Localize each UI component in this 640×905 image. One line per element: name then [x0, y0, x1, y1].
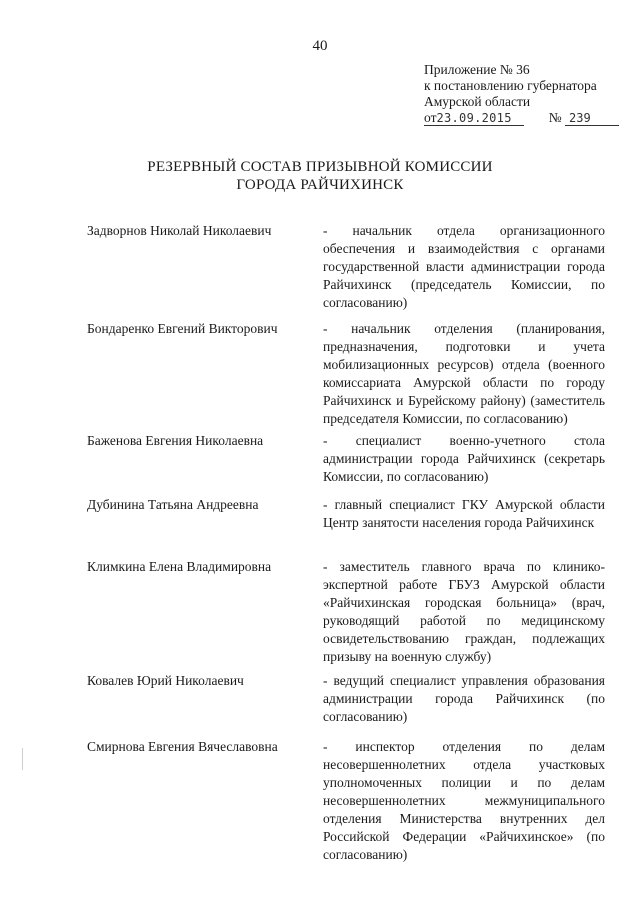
appendix-line-2: к постановлению губернатора [424, 78, 597, 93]
member-role: - ведущий специалист управления образования администрации города Райчихинск (по согласованию) [323, 673, 605, 724]
appendix-line-1: Приложение № 36 [424, 62, 530, 77]
member-name: Баженова Евгения Николаевна [87, 433, 264, 448]
member-name: Смирнова Евгения Вячеславовна [87, 739, 278, 754]
decree-from-label: от [424, 110, 437, 125]
member-name: Бондаренко Евгений Викторович [87, 321, 278, 336]
title-line-1: РЕЗЕРВНЫЙ СОСТАВ ПРИЗЫВНОЙ КОМИССИИ [147, 159, 493, 175]
member-role: - главный специалист ГКУ Амурской области Центр занятости населения города Райчихинск [323, 497, 605, 530]
member-role: - начальник отдела организационного обеспечения и взаимодействия с органами государственной власти администрации города Райчихинск (председатель Комиссии, по согласованию) [323, 223, 605, 310]
member-role: - специалист военно-учетного стола администрации города Райчихинск (секретарь Комиссии, по согласованию) [323, 433, 605, 484]
member-role: - заместитель главного врача по клинико-экспертной работе ГБУЗ Амурской области «Райчихинская городская больница» (врач, руководящий работой по медицинскому освидетельствованию граждан, подлежащих призыву на военную службу) [323, 559, 605, 664]
member-name: Задворнов Николай Николаевич [87, 223, 272, 238]
member-name: Дубинина Татьяна Андреевна [87, 497, 259, 512]
decree-date: 23.09.2015 [436, 111, 512, 125]
document-title [0, 158, 640, 194]
appendix-header [424, 62, 624, 126]
decree-number-label: № [548, 110, 562, 125]
decree-number: 239 [569, 111, 591, 125]
member-role: - инспектор отделения по делам несовершеннолетних отдела участковых уполномоченных полиции и по делам несовершеннолетних межмуниципального отделения Министерства внутренних дел Российской Федерации «Райчихинское» (по согласованию) [323, 739, 605, 862]
title-line-2: ГОРОДА РАЙЧИХИНСК [236, 177, 404, 193]
member-name: Климкина Елена Владимировна [87, 559, 272, 574]
appendix-line-3: Амурской области [424, 94, 531, 109]
member-name: Ковалев Юрий Николаевич [87, 673, 244, 688]
page-number: 40 [312, 38, 328, 54]
member-role: - начальник отделения (планирования, предназначения, подготовки и учета мобилизационных ресурсов) отдела (военного комиссариата Амурской области по городу Райчихинск и Бурейскому району) (заместитель председателя Комиссии, по согласованию) [323, 321, 605, 426]
scan-margin-mark [22, 748, 23, 770]
decree-reference [424, 110, 624, 126]
